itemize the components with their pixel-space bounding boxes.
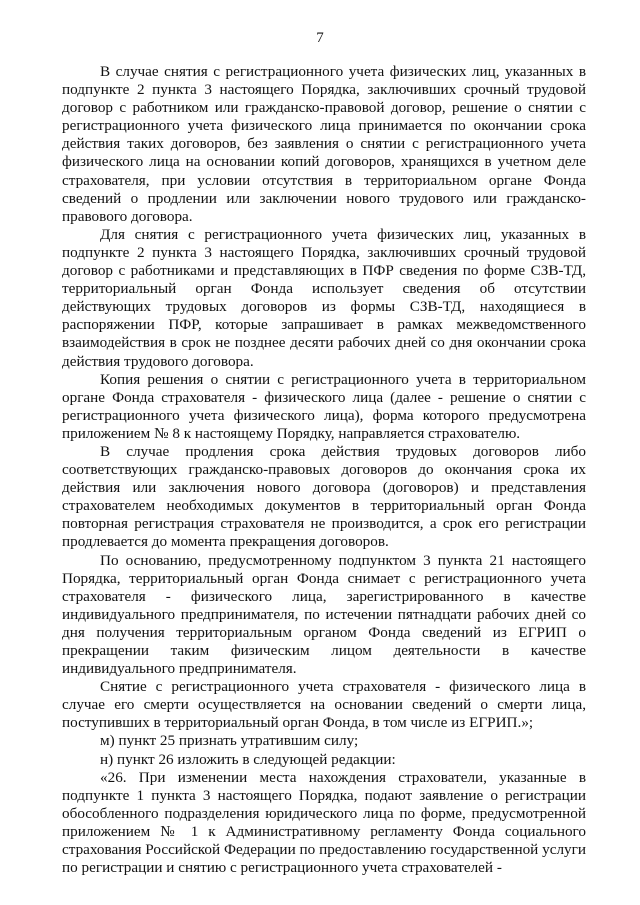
paragraph-egrip-termination: По основанию, предусмотренному подпунктом 3 пункта 21 настоящего Порядка, территориальный орган Фонда снимает с регистрационного учета страхователя - физического лица, зарегистрированного в качестве индивидуального предпринимателя, по истечении пятнадцати рабочих дней со дня получения территориальным органом Фонда сведений из ЕГРИП о прекращении таким физическим лицом деятельности в качестве индивидуального предпринимателя. — [62, 551, 586, 678]
paragraph-szv-td-check: Для снятия с регистрационного учета физических лиц, указанных в подпункте 2 пункта 3 настоящего Порядка, заключивших срочный трудовой договор с работниками и представляющих в ПФР сведения по форме СЗВ-ТД, территориальный орган Фонда использует сведения об отсутствии действующих трудовых договоров из формы СЗВ-ТД, находящиеся в распоряжении ПФР, которые запрашивает в рамках межведомственного взаимодействия в срок не позднее десяти рабочих дней со дня окончании срока действия трудового договора. — [62, 225, 586, 370]
document-body — [62, 63, 586, 877]
paragraph-death-deregistration: Снятие с регистрационного учета страхователя - физического лица в случае его смерти осуществляется на основании сведений о смерти лица, поступивших в территориальный орган Фонда, в том числе из ЕГРИП.»; — [62, 678, 586, 732]
paragraph-item-m: м) пункт 25 признать утратившим силу; — [100, 732, 359, 750]
paragraph-deregistration-after-contract-end: В случае снятия с регистрационного учета физических лиц, указанных в подпункте 2 пункта 3 настоящего Порядка, заключивших срочный трудовой договор с работником или гражданско-правовой договор, решение о снятии с регистрационного учета физического лица принимается по окончании срока действия таких договоров, без заявления о снятии с регистрационного учета физического лица на основании копий договоров, хранящихся в учетном деле страхователя, при условии отсутствия в территориальном органе Фонда сведений о продлении или заключении нового трудового или гражданско-правового договора. — [62, 63, 586, 225]
page-number: 7 — [316, 30, 324, 46]
paragraph-decision-copy: Копия решения о снятии с регистрационного учета в территориальном органе Фонда страхователя - физического лица (далее - решение о снятии с регистрационного учета физического лица), форма которого предусмотрена приложением № 8 к настоящему Порядку, направляется страхователю. — [62, 370, 586, 442]
paragraph-item-n: н) пункт 26 изложить в следующей редакции: — [100, 750, 396, 768]
paragraph-contract-extension: В случае продления срока действия трудовых договоров либо соответствующих гражданско-правовых договоров до окончания срока их действия или заключения нового договора (договоров) и представления страхователем необходимых документов в территориальный орган Фонда повторная регистрация страхователя не производится, а срок его регистрации продлевается до момента прекращения договоров. — [62, 442, 586, 551]
paragraph-clause-26: «26. При изменении места нахождения страхователи, указанные в подпункте 1 пункта 3 настоящего Порядка, подают заявление о регистрации обособленного подразделения юридического лица по форме, предусмотренной приложением № 1 к Административному регламенту Фонда социального страхования Российской Федерации по предоставлению государственной услуги по регистрации и снятию с регистрационного учета страхователей - — [62, 768, 586, 877]
